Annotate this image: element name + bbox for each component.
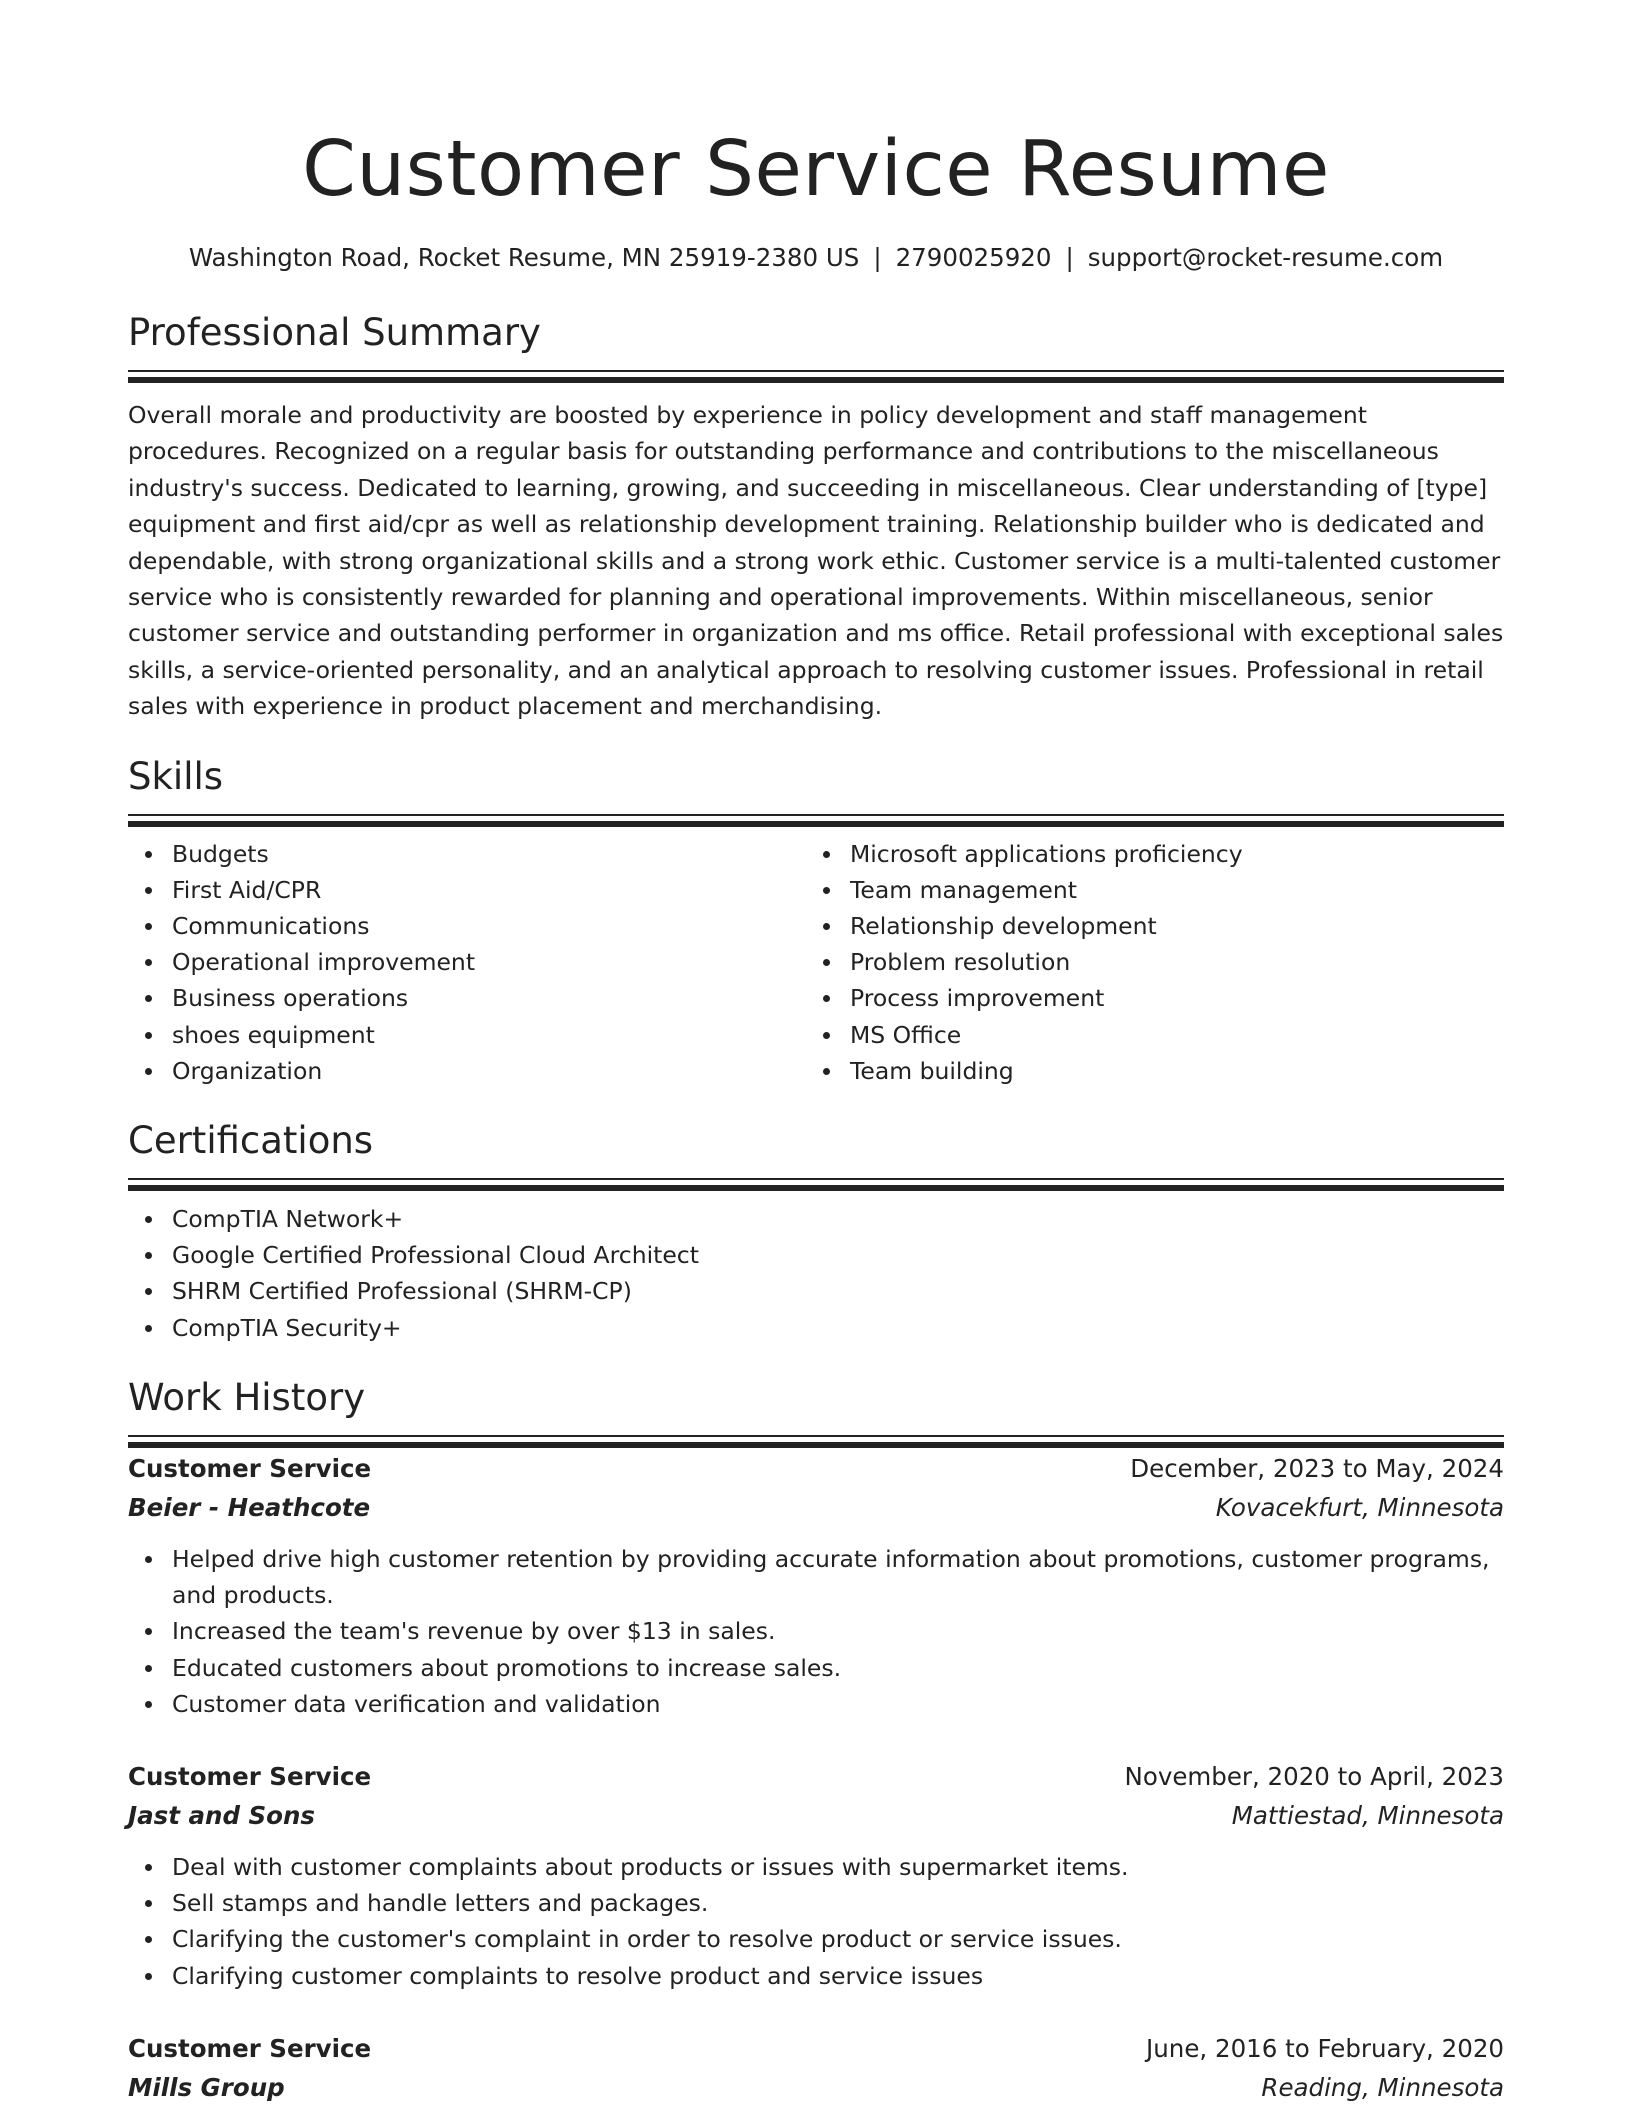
section-divider	[128, 1178, 1504, 1180]
job-dates: June, 2016 to February, 2020	[1146, 2033, 1504, 2063]
job-bullet: Increased the team's revenue by over $13 in sales.	[172, 1613, 1504, 1649]
job-title: Customer Service	[128, 1453, 372, 1483]
certification-item: CompTIA Network+	[172, 1201, 1504, 1237]
skill-item: Operational improvement	[172, 944, 806, 980]
job-dates: November, 2020 to April, 2023	[1124, 1761, 1504, 1791]
job-header	[128, 1449, 1504, 1489]
skill-item: Budgets	[172, 836, 806, 872]
job-entry	[128, 2029, 1504, 2107]
skill-item: Business operations	[172, 980, 806, 1016]
job-bullet: Helped drive high customer retention by providing accurate information about promotions, customer programs, and products.	[172, 1541, 1504, 1613]
skills-column-left	[128, 836, 806, 1089]
job-entry	[128, 1449, 1504, 1722]
resume-title: Customer Service Resume	[302, 125, 1330, 214]
summary-section	[128, 308, 1504, 725]
skill-item: Team management	[850, 872, 1484, 908]
separator: |	[1065, 243, 1074, 272]
skill-item: MS Office	[850, 1017, 1484, 1053]
job-location: Kovacekfurt, Minnesota	[1215, 1492, 1504, 1522]
job-bullet: Educated customers about promotions to increase sales.	[172, 1650, 1504, 1686]
section-divider	[128, 1435, 1504, 1437]
job-header	[128, 2029, 1504, 2069]
job-bullets	[128, 1541, 1504, 1722]
certification-item: Google Certified Professional Cloud Architect	[172, 1237, 1504, 1273]
skill-item: Team building	[850, 1053, 1484, 1089]
job-bullet: Sell stamps and handle letters and packages.	[172, 1885, 1504, 1921]
address: Washington Road, Rocket Resume, MN 25919-2380 US	[188, 243, 860, 272]
job-company: Mills Group	[128, 2072, 285, 2102]
phone: 2790025920	[895, 243, 1052, 272]
job-bullet: Clarifying customer complaints to resolve product and service issues	[172, 1958, 1504, 1994]
job-entry	[128, 1757, 1504, 1994]
contact-line	[128, 241, 1504, 275]
section-title-skills: Skills	[128, 754, 224, 798]
job-title: Customer Service	[128, 1761, 372, 1791]
skills-columns	[128, 836, 1504, 1089]
job-subheader	[128, 1489, 1504, 1527]
skills-list-right	[806, 836, 1484, 1089]
certification-item: CompTIA Security+	[172, 1310, 1504, 1346]
section-title-summary: Professional Summary	[128, 311, 541, 354]
section-divider	[128, 370, 1504, 372]
skill-item: Process improvement	[850, 980, 1484, 1016]
skill-item: Problem resolution	[850, 944, 1484, 980]
skill-item: shoes equipment	[172, 1017, 806, 1053]
separator: |	[873, 243, 882, 272]
certifications-list	[128, 1201, 1504, 1346]
job-dates: December, 2023 to May, 2024	[1130, 1453, 1504, 1483]
summary-text: Overall morale and productivity are boosted by experience in policy development and staff management procedures. Recognized on a regular basis for outstanding performance and contributions to the miscellaneous industry's success. Dedicated to learning, growing, and succeeding in miscellaneous. Clear understanding of [type] equipment and first aid/cpr as well as relationship development training. Relationship builder who is dedicated and dependable, with strong organizational skills and a strong work ethic. Customer service is a multi-talented customer service who is consistently rewarded for planning and operational improvements. Within miscellaneous, senior customer service and outstanding performer in organization and ms office. Retail professional with exceptional sales skills, a service-oriented personality, and an analytical approach to resolving customer issues. Professional in retail sales with experience in product placement and merchandising.	[128, 401, 1504, 721]
work-history-section	[128, 1373, 1504, 2107]
certification-item: SHRM Certified Professional (SHRM-CP)	[172, 1273, 1504, 1309]
job-subheader	[128, 2069, 1504, 2107]
skills-list-left	[128, 836, 806, 1089]
job-company: Jast and Sons	[128, 1800, 316, 1830]
job-bullets	[128, 1849, 1504, 1994]
job-bullet: Clarifying the customer's complaint in order to resolve product or service issues.	[172, 1921, 1504, 1957]
skill-item: Relationship development	[850, 908, 1484, 944]
job-bullet: Customer data verification and validation	[172, 1686, 1504, 1722]
section-divider	[128, 814, 1504, 816]
job-location: Mattiestad, Minnesota	[1231, 1800, 1504, 1830]
skill-item: Organization	[172, 1053, 806, 1089]
section-title-certifications: Certifications	[128, 1119, 374, 1163]
job-header	[128, 1757, 1504, 1797]
certifications-section	[128, 1116, 1504, 1346]
skills-section	[128, 752, 1504, 1089]
resume-page	[128, 0, 1504, 2107]
job-location: Reading, Minnesota	[1261, 2072, 1504, 2102]
job-subheader	[128, 1797, 1504, 1835]
skill-item: Microsoft applications proficiency	[850, 836, 1484, 872]
email: support@rocket-resume.com	[1087, 243, 1444, 272]
skills-column-right	[806, 836, 1484, 1089]
skill-item: Communications	[172, 908, 806, 944]
job-company: Beier - Heathcote	[128, 1492, 371, 1522]
section-title-work-history: Work History	[128, 1375, 366, 1419]
skill-item: First Aid/CPR	[172, 872, 806, 908]
job-title: Customer Service	[128, 2033, 372, 2063]
job-bullet: Deal with customer complaints about products or issues with supermarket items.	[172, 1849, 1504, 1885]
